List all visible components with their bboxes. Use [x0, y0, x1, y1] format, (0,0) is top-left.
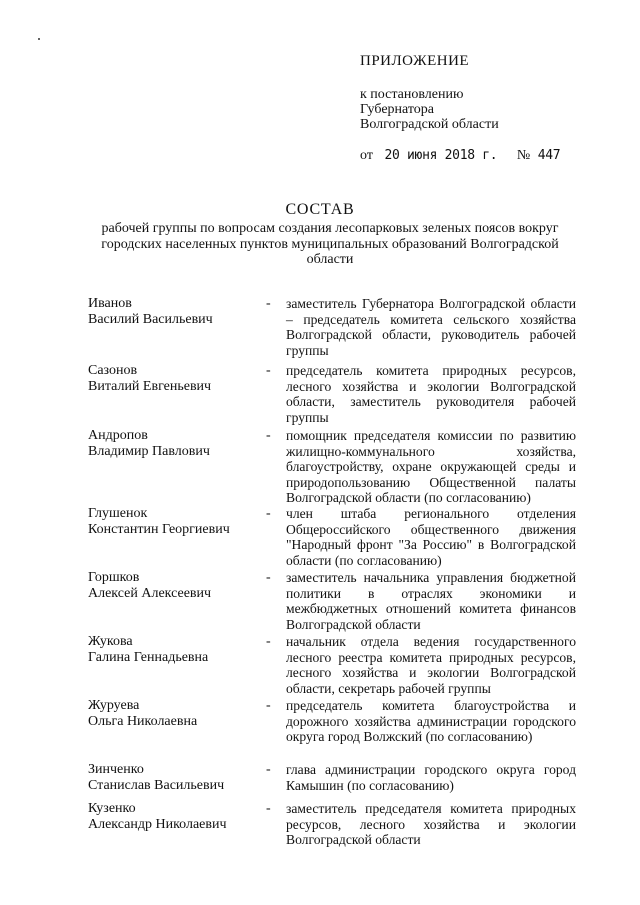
document-subtitle: рабочей группы по вопросам создания лесопарковых зеленых поясов вокруг городских населенных пунктов муниципальных образований Волгоградской области: [101, 221, 559, 267]
scan-speck: [38, 38, 40, 40]
member-role: заместитель Губернатора Волгоградской области – председатель комитета сельского хозяйства Волгоградской области, руководитель рабочей группы: [286, 296, 576, 358]
annex-line-region: Волгоградской области: [360, 117, 499, 132]
member-surname: Зинченко: [88, 762, 144, 777]
annex-line-governor: Губернатора: [360, 102, 435, 117]
member-surname: Глушенок: [88, 506, 148, 521]
member-name: [88, 801, 258, 832]
member-name: [88, 363, 258, 394]
member-role: председатель комитета природных ресурсов, лесного хозяйства и экологии Волгоградской области, заместитель руководителя рабочей группы: [286, 363, 576, 425]
member-name: [88, 570, 258, 601]
member-dash: -: [266, 296, 271, 311]
member-role: заместитель председателя комитета природных ресурсов, лесного хозяйства и экологии Волгоградской области: [286, 801, 576, 847]
member-dash: -: [266, 634, 271, 649]
member-dash: -: [266, 570, 271, 585]
number-value: 447: [537, 148, 561, 163]
document-title: СОСТАВ: [285, 201, 355, 218]
member-given-names: Александр Николаевич: [88, 816, 227, 832]
member-role: член штаба регионального отделения Общероссийского общественного движения "Народный фронт "За Россию" в Волгоградской области (по согласованию): [286, 506, 576, 568]
member-dash: -: [266, 428, 271, 443]
member-role: председатель комитета благоустройства и дорожного хозяйства администрации городского округа город Волжский (по согласованию): [286, 698, 576, 744]
member-name: [88, 428, 258, 459]
date-value: 20 июня 2018 г.: [384, 148, 498, 163]
member-name: [88, 698, 258, 729]
member-given-names: Константин Георгиевич: [88, 521, 230, 537]
member-name: [88, 762, 258, 793]
member-name: [88, 296, 258, 327]
member-name: [88, 506, 258, 537]
member-role: помощник председателя комиссии по развитию жилищно-коммунального хозяйства, благоустройству, охране окружающей среды и природопользованию Общественной палаты Волгоградской области (по согласованию): [286, 428, 576, 505]
member-role: глава администрации городского округа город Камышин (по согласованию): [286, 762, 576, 793]
member-surname: Жукова: [88, 634, 133, 649]
member-dash: -: [266, 762, 271, 777]
member-role: начальник отдела ведения государственного лесного реестра комитета природных ресурсов, лесного хозяйства и экологии Волгоградской области, секретарь рабочей группы: [286, 634, 576, 696]
member-surname: Горшков: [88, 570, 140, 585]
member-surname: Сазонов: [88, 363, 138, 378]
member-dash: -: [266, 363, 271, 378]
member-given-names: Виталий Евгеньевич: [88, 378, 212, 394]
member-role: заместитель начальника управления бюджетной политики в отраслях экономики и межбюджетных отношений комитета финансов Волгоградской области: [286, 570, 576, 632]
annex-line-resolution: к постановлению: [360, 87, 464, 102]
member-surname: Журуева: [88, 698, 140, 713]
member-name: [88, 634, 258, 665]
member-surname: Андропов: [88, 428, 148, 443]
number-prefix: №: [516, 148, 531, 163]
member-given-names: Василий Васильевич: [88, 311, 213, 327]
member-given-names: Владимир Павлович: [88, 443, 210, 459]
member-given-names: Станислав Васильевич: [88, 777, 225, 793]
annex-block: [360, 53, 620, 164]
member-dash: -: [266, 698, 271, 713]
member-surname: Иванов: [88, 296, 132, 311]
member-given-names: Ольга Николаевна: [88, 713, 198, 729]
annex-title: ПРИЛОЖЕНИЕ: [360, 53, 470, 69]
member-surname: Кузенко: [88, 801, 136, 816]
member-given-names: Алексей Алексеевич: [88, 585, 212, 601]
member-dash: -: [266, 801, 271, 816]
date-prefix: от: [360, 148, 373, 163]
annex-date-line: [360, 147, 620, 164]
member-given-names: Галина Геннадьевна: [88, 649, 209, 665]
member-dash: -: [266, 506, 271, 521]
